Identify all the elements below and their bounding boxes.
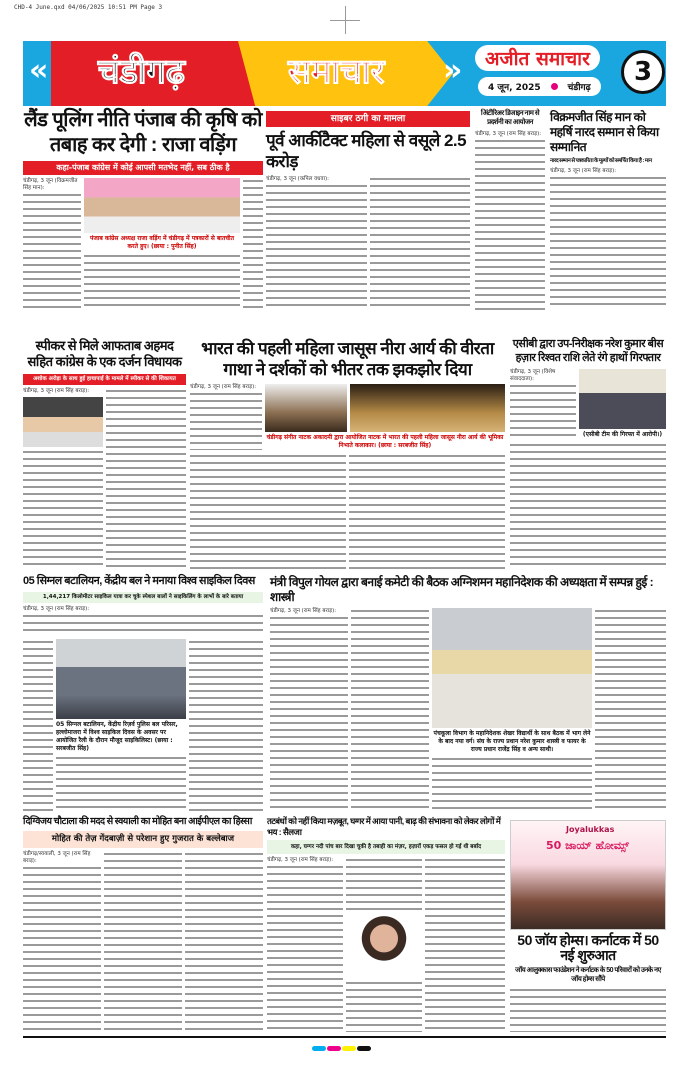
article-body xyxy=(23,178,81,310)
masthead xyxy=(23,41,666,106)
article-body xyxy=(56,755,186,812)
dateline: चंडीगढ़, 3 जून (विशेष संवाददाता): xyxy=(510,369,576,383)
photo-caption: 05 सिग्नल बटालियन, केंद्रीय रिज़र्व पुलिस बल परिसर, हल्लोमाजरा में विश्व साइकिल दिवस के अवसर पर आयोजित रैली के दौरान मौजूद साइकिलिस्ट। (छाया : सरबजीत सिंह) xyxy=(56,721,186,753)
section-title: चंडीगढ़ xyxy=(98,52,185,92)
photo-acb-accused xyxy=(579,369,666,429)
photo-kumari-selja xyxy=(346,912,422,978)
article-body xyxy=(432,756,592,812)
article-body xyxy=(23,851,101,1032)
edition-city: चंडीगढ़ xyxy=(567,83,591,93)
dateline: चंडीगढ़, 3 जून (राम सिंह बराड़): xyxy=(23,606,263,613)
photo-play-stage xyxy=(350,384,505,432)
article-body xyxy=(23,449,103,571)
story-mohit xyxy=(23,816,263,1032)
subhead-mohit: मोहित की तेज़ गेंदबाज़ी से परेशान हुए गुजरात के बल्लेबाज xyxy=(23,831,263,848)
headline-joy-homes: 50 जॉय होम्स। कर्नाटक में 50 नई शुरुआत xyxy=(517,932,659,964)
headline-cyber: पूर्व आर्कीटैक्ट महिला से वसूले 2.5 करोड़ xyxy=(266,131,467,172)
story-cyber xyxy=(266,111,470,310)
article-body xyxy=(104,851,182,1032)
subhead-selja: कहा, घग्गर नदी पांच बार दिखा चुकी है तबाही का मंज़र, हज़ारों एकड़ फसल हो गई थी बर्बाद xyxy=(267,840,505,854)
story-selja xyxy=(267,816,505,1032)
story-vikramjit xyxy=(550,110,666,310)
photo-raja-warring xyxy=(84,178,240,233)
article-body xyxy=(595,608,666,812)
dateline: चंडीगढ़, 3 जून (राम सिंह बराड़): xyxy=(267,857,343,864)
photo-fire-meeting xyxy=(432,608,592,728)
headline-vikramjit: विक्रमजीत सिंह मान को महर्षि नारद सम्मान से किया सम्मानित xyxy=(550,110,659,154)
story-speaker xyxy=(23,338,186,570)
edition-info xyxy=(478,77,601,96)
article-body xyxy=(23,639,53,812)
dateline: चंडीगढ़, 3 जून (राम सिंह बराड़): xyxy=(550,168,666,175)
photo-mla xyxy=(23,397,103,447)
ad-brand: Joyalukkas xyxy=(566,825,615,834)
crop-mark xyxy=(345,6,346,34)
story-cycle-day xyxy=(23,575,263,812)
dot-icon xyxy=(551,83,558,90)
article-body xyxy=(267,857,343,1032)
story-exhibition xyxy=(475,110,545,310)
subhead-vikramjit: नारद सम्मान से पत्रकारिता के मूल्यों को समर्पित किया है : मान xyxy=(550,158,652,164)
story-warring xyxy=(23,108,263,310)
dateline: चंडीगढ़, 3 जून (कपिल वधवा): xyxy=(266,176,367,183)
article-body xyxy=(346,980,422,1032)
article-body xyxy=(243,178,263,310)
article-body xyxy=(351,608,429,812)
story-acb xyxy=(510,338,666,570)
story-joy-homes xyxy=(510,820,666,1032)
headline-neera-arya: भारत की पहली महिला जासूस नीरा आर्य की वीरता गाथा ने दर्शकों को भीतर तक झकझोर दिया xyxy=(201,339,494,380)
dateline: चंडीगढ़, 3 जून (राम सिंह बराड़): xyxy=(190,384,262,391)
article-body xyxy=(106,388,186,571)
photo-play-actress xyxy=(265,384,347,432)
article-body xyxy=(23,606,263,636)
subhead-warring: कहा-पंजाब कांग्रेस में कोई आपसी मतभेद नहीं, सब ठीक है xyxy=(23,161,263,175)
dateline: चंडीगढ़, 3 जून (राम सिंह बराड़): xyxy=(270,608,348,615)
subhead-joy-homes: जॉय आलुक्कास फाउंडेशन ने कर्नाटक के 50 परिवारों को उनके नए जॉय होम्स सौंपे xyxy=(515,966,661,983)
dateline: चंडीगढ़, 3 जून (विक्रमजीत सिंह मान): xyxy=(23,178,81,192)
headline-fire-committee: मंत्री विपुल गोयल द्वारा बनाई कमेटी की बैठक अग्निशमन महानिदेशक की अध्यक्षता में सम्पन्न हुई : शास्त्री xyxy=(270,575,654,604)
headline-cycle-day: 05 सिग्नल बटालियन, केंद्रीय बल ने मनाया विश्व साइकिल दिवस xyxy=(23,575,255,587)
dateline: चंडीगढ़/स्वयाली, 3 जून (राम सिंह बराड़): xyxy=(23,851,101,865)
article-body xyxy=(23,388,103,395)
headline-speaker: स्पीकर से मिले आफताब अहमद सहित कांग्रेस के एक दर्जन विधायक xyxy=(27,338,182,370)
registration-colors xyxy=(312,1046,371,1051)
article-body xyxy=(266,176,367,311)
article-body xyxy=(270,608,348,812)
bottom-rule xyxy=(23,1036,666,1038)
photo-caption: पंजाब कांग्रेस अध्यक्ष राजा वड़िंग में चंडीगढ़ में पत्रकारों से बातचीत करते हुए। (छाया : पुनीत सिंह) xyxy=(84,235,240,251)
story-neera-arya xyxy=(190,338,505,570)
article-body xyxy=(84,253,240,310)
subhead-speaker: अशोक अरोड़ा के साथ हुई हाथापाई के मामले में स्पीकर से की शिकायत xyxy=(23,374,186,385)
article-body xyxy=(346,857,422,909)
headline-acb: एसीबी द्वारा उप-निरीक्षक नरेश कुमार बीस हज़ार रिश्वत राशि लेते रंगे हाथों गिरफ्तार xyxy=(512,338,664,364)
article-body xyxy=(510,987,666,1032)
photo-caption: चंडीगढ़ संगीत नाटक अकादमी द्वारा आयोजित नाटक में भारत की पहली महिला जासूस नीरा आर्य की भूमिका निभाते कलाकार। (छाया : सरबजीत सिंह) xyxy=(266,433,504,449)
headline-selja: तटबंधों को नहीं किया मज़बूत, घग्गर में आया पानी, बाढ़ की संभावना को लेकर लोगों में भय : सैलजा xyxy=(267,816,501,837)
article-body xyxy=(510,369,576,439)
newspaper-brand: अजीत समाचार xyxy=(475,45,600,71)
page-number: 3 xyxy=(621,50,665,94)
headline-mohit: दिग्विजय चौटाला की मदद से स्वयाली का मोहित बना आईपीएल का हिस्सा xyxy=(23,816,252,827)
article-body xyxy=(190,384,262,450)
article-body xyxy=(510,442,666,571)
headline-warring: लैंड पूलिंग नीति पंजाब की कृषि को तबाह कर देगी : राजा वड़िंग xyxy=(24,109,262,156)
ad-banner: 50 ಜಾಯ್ ಹೋಮ್ಸ್ xyxy=(546,839,629,852)
subhead-cycle-day: 1,44,217 किलोमीटर साइकिल यात्रा कर चुके स्पेशल बालों ने साइकिलिंग के लाभों के बारे बताया xyxy=(23,592,263,603)
article-body xyxy=(550,168,666,310)
photo-caption: पंचकूला विभाग के महानिदेशक शेखर विद्यार्थी के साथ बैठक में भाग लेने के बाद नया वर्ग। संघ के राज्य प्रधान नरेश कुमार शास्त्री व फायर के राज्य प्रधान राजेंद्र सिंह व अन्य साथी। xyxy=(433,730,591,753)
section-title-2: समाचार xyxy=(288,52,385,92)
headline-exhibition: अिंटीरिअर डिजाइन नाम से प्रदर्शनी का आयोजन xyxy=(480,110,540,126)
photo-caption: (एसीबी टीम की गिरफ्त में आरोपी।) xyxy=(579,431,666,439)
article-body xyxy=(189,639,263,812)
dateline: चंडीगढ़, 3 जून (राम सिंह बराड़): xyxy=(23,388,103,395)
article-body xyxy=(370,176,471,311)
article-body xyxy=(425,857,505,1032)
article-body xyxy=(349,453,505,571)
article-body xyxy=(475,131,545,311)
edition-date: 4 जून, 2025 xyxy=(488,83,541,93)
kicker-cyber: साइबर ठगी का मामला xyxy=(266,111,470,127)
dateline: चंडीगढ़, 3 जून (राम सिंह बराड़): xyxy=(475,131,545,138)
chevron-left-icon: « xyxy=(29,53,49,88)
article-body xyxy=(190,453,346,571)
story-fire-committee xyxy=(270,575,666,812)
joyalukkas-photo xyxy=(510,820,666,930)
article-body xyxy=(185,851,263,1032)
chevron-right-icon: » xyxy=(443,53,463,88)
photo-cycle-rally xyxy=(56,639,186,719)
print-info: CHD-4 June.qxd 04/06/2025 10:51 PM Page 3 xyxy=(14,4,163,11)
